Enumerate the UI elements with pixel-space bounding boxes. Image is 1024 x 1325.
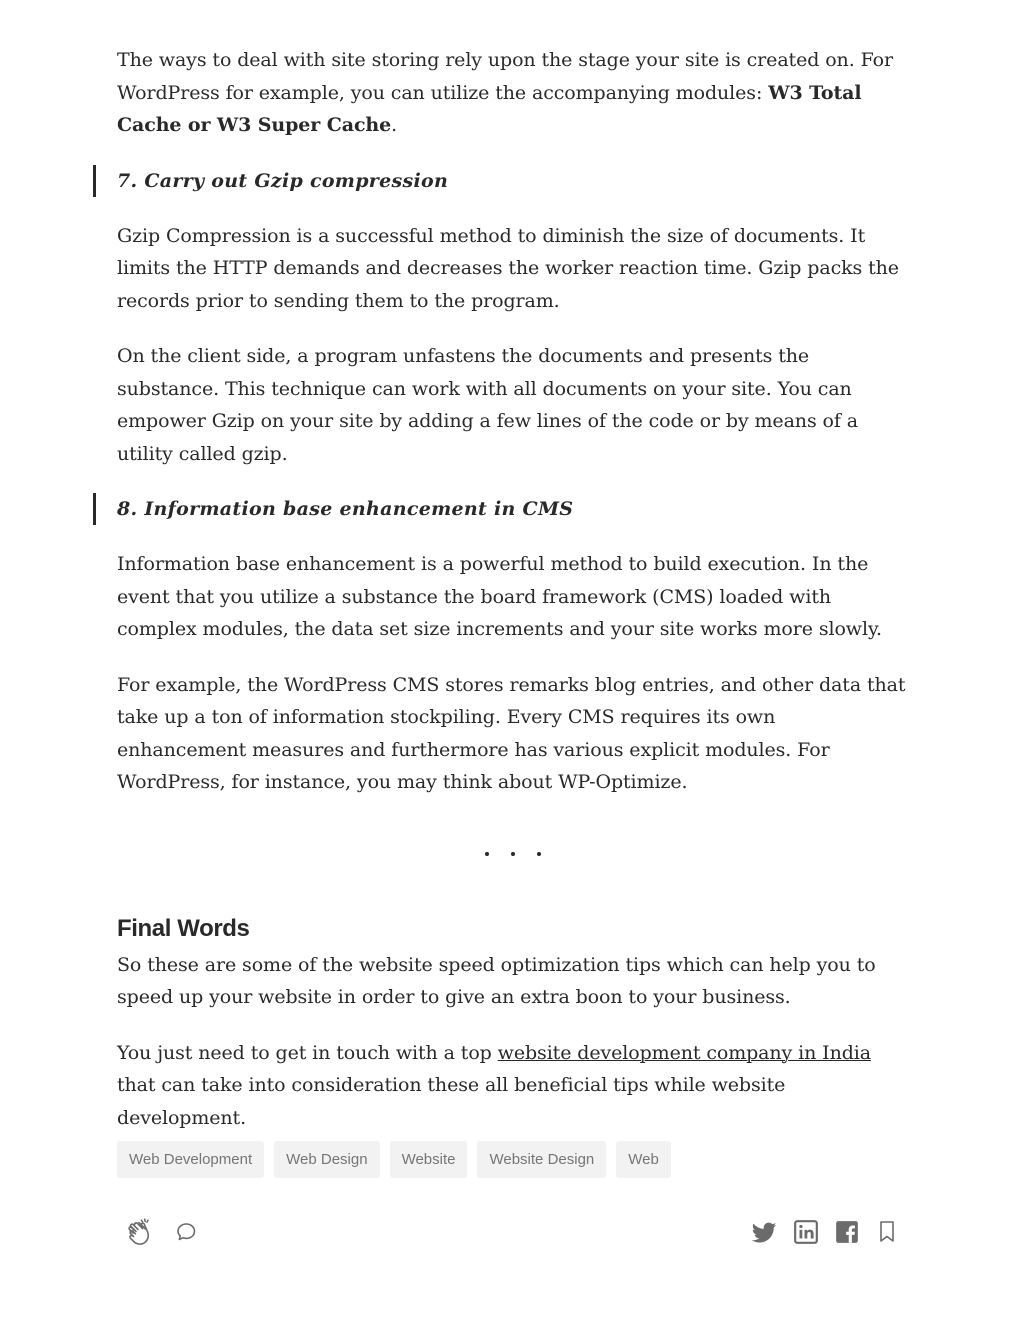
cache-plugins-bold: W3 Total Cache or W3 Super Cache <box>117 81 862 136</box>
paragraph-final-2-before: You just need to get in touch with a top <box>117 1041 498 1064</box>
final-words-heading: Final Words <box>117 914 250 942</box>
paragraph-gzip-2: On the client side, a program unfastens the documents and presents the substance. This technique can work with all documents on your site. You can empower Gzip on your site by adding a few lines of the code or by means of a utility called gzip. <box>117 345 858 465</box>
facebook-icon[interactable] <box>834 1219 860 1245</box>
paragraph-cms-1: Information base enhancement is a powerful method to build execution. In the event that you utilize a substance the board framework (CMS) loaded with complex modules, the data set size increments and your site works more slowly. <box>117 553 882 640</box>
clap-icon[interactable] <box>125 1216 157 1248</box>
article-body <box>117 44 909 1157</box>
paragraph-gzip-1: Gzip Compression is a successful method to diminish the size of documents. It limits the HTTP demands and decreases the worker reaction time. Gzip packs the records prior to sending them to the program. <box>117 224 899 312</box>
heading-gzip: 7. Carry out Gzip compression <box>93 165 909 197</box>
tag-list <box>117 1141 671 1178</box>
separator-dot <box>485 852 489 856</box>
paragraph-final-2 <box>117 1037 909 1135</box>
twitter-icon[interactable] <box>750 1218 778 1246</box>
website-development-company-link[interactable]: website development company in India <box>497 1041 871 1064</box>
heading-cms: 8. Information base enhancement in CMS <box>93 493 909 525</box>
paragraph-cache-text: The ways to deal with site storing rely upon the stage your site is created on. For WordPress for example, you can utilize the accompanying modules: <box>117 49 893 104</box>
tag-web-development[interactable]: Web Development <box>117 1141 264 1178</box>
comment-icon[interactable] <box>175 1220 199 1244</box>
separator-dot <box>537 852 541 856</box>
paragraph-cache <box>117 44 909 142</box>
tag-website-design[interactable]: Website Design <box>477 1141 606 1178</box>
engagement-actions <box>125 1216 199 1248</box>
paragraph-final-2-after: that can take into consideration these all beneficial tips while website development. <box>117 1074 786 1129</box>
paragraph-final-1: So these are some of the website speed optimization tips which can help you to speed up your website in order to give an extra boon to your business. <box>117 953 876 1008</box>
section-separator <box>117 845 909 865</box>
bookmark-icon[interactable] <box>875 1219 899 1245</box>
paragraph-cache-end: . <box>391 114 398 136</box>
tag-web[interactable]: Web <box>616 1141 671 1178</box>
linkedin-icon[interactable] <box>793 1219 819 1245</box>
share-actions <box>750 1218 899 1246</box>
separator-dot <box>511 852 515 856</box>
tag-website[interactable]: Website <box>390 1141 468 1178</box>
tag-web-design[interactable]: Web Design <box>274 1141 379 1178</box>
paragraph-cms-2: For example, the WordPress CMS stores remarks blog entries, and other data that take up a ton of information stockpiling. Every CMS requires its own enhancement measures and furthermore has various explicit modules. For WordPress, for instance, you may think about WP-Optimize. <box>117 673 906 793</box>
